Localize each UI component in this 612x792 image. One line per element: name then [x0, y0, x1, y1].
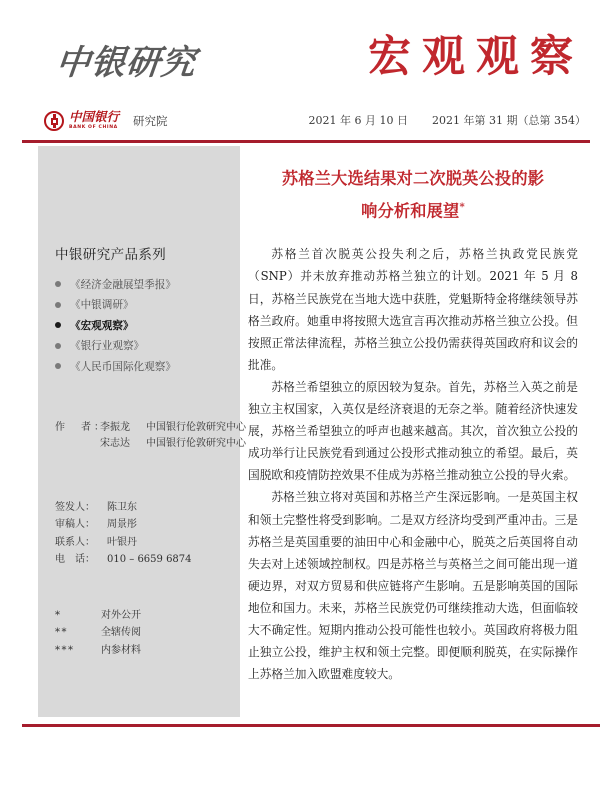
bullet-icon: [55, 322, 61, 328]
article-paragraph: 苏格兰希望独立的原因较为复杂。首先，苏格兰入英之前是独立主权国家，入英仅是经济衰退的无奈之举。随着经济快速发展，苏格兰希望独立的呼声也越来越高。其次，首次独立公投的成功举行让民族党看到通过公投形式推动独立的希望。最后，英国脱欧和疫情防控效果不佳成为苏格兰推动独立公投的导火索。: [248, 379, 578, 483]
page-title: [248, 164, 578, 225]
meta-value: 陈卫东: [107, 501, 137, 513]
author-row: [55, 420, 246, 437]
article-paragraph: 苏格兰独立将对英国和苏格兰产生深远影响。一是英国主权和领土完整性将受到影响。二是双方经济均受到严重冲击。三是苏格兰是英国重要的油田中心和金融中心，脱英之后英国将自动失去对上述领域控制权。四是苏格兰与英格兰之间可能出现一道硬边界，对双方贸易和供应链将产生影响。五是影响英国的国际地位和国力。未来，苏格兰民族党仍可继续推动大选，但面临较大不确定性。短期内推动公投可能性也较小。英国政府将极力阻止独立公投，维护主权和领土完整。即便顺利脱英，在实际操作上苏格兰加入欧盟难度较大。: [248, 490, 578, 682]
meta-value: 叶银丹: [107, 536, 137, 548]
series-item-label: 《银行业观察》: [70, 340, 145, 353]
authors-block: [55, 420, 246, 453]
masthead: [0, 0, 612, 142]
note-row-restricted: [55, 642, 232, 660]
meta-block: [55, 499, 232, 569]
sidebar-panel: [38, 146, 246, 717]
bullet-icon: [55, 302, 61, 308]
author-name: 宋志达: [100, 438, 130, 449]
sidebar-item-survey[interactable]: [55, 295, 232, 316]
bullet-icon: [55, 281, 61, 287]
meta-row-issuer: [55, 499, 232, 517]
author-name: 李振龙: [100, 421, 130, 433]
sidebar-item-quarterly[interactable]: [55, 274, 232, 295]
boc-emblem-icon: [44, 111, 64, 131]
author-key-spacer: [55, 436, 100, 453]
meta-value: 010 – 6659 6874: [107, 554, 192, 565]
bullet-icon: [55, 343, 61, 349]
brand-script-logo: 中银研究: [53, 43, 199, 83]
sidebar-item-rmb-observation[interactable]: [55, 356, 232, 377]
article-title-line-1: 苏格兰大选结果对二次脱英公投的影: [281, 169, 545, 188]
meta-value: 周景彤: [107, 519, 137, 530]
article-title-line-2-text: 响分析和展望: [361, 201, 460, 221]
issue-number: 2021 年第 31 期（总第 354）: [432, 114, 586, 127]
article-title-line-2: [248, 193, 578, 225]
series-heading: 中银研究产品系列: [55, 247, 167, 263]
meta-key: 审稿人：: [55, 519, 95, 530]
bank-name-en: BANK OF CHINA: [69, 124, 118, 130]
meta-key: 电 话：: [55, 554, 95, 565]
bullet-icon: [55, 363, 61, 369]
note-text: 内参材料: [101, 644, 141, 656]
meta-key: 联系人：: [55, 536, 95, 548]
footer-thin-rule: [248, 726, 593, 727]
article-paragraph: 苏格兰首次脱英公投失利之后，苏格兰执政党民族党（SNP）并未放弃推动苏格兰独立的计划。2021 年 5 月 8 日，苏格兰民族党在当地大选中获胜，党魁斯特金将继续领导苏格兰政府。她重申将按照大选宣言再次推动苏格兰独立公投。但按照正常法律流程，苏格兰独立公投仍需获得英国政府和议会的批准。: [248, 247, 578, 372]
article-body: [248, 243, 578, 685]
note-row-public: [55, 607, 232, 625]
note-text: 对外公开: [101, 609, 141, 621]
main-content: [248, 146, 578, 685]
author-org: 中国银行伦敦研究中心: [146, 438, 246, 449]
bank-name-cn: 中国银行: [69, 109, 120, 125]
series-item-label: 《宏观观察》: [70, 319, 134, 332]
note-stars: **: [55, 627, 68, 638]
institute-label: 研究院: [133, 114, 168, 128]
meta-key: 签发人：: [55, 501, 95, 513]
header-divider-rule: [22, 140, 590, 143]
footnote-star: *: [459, 202, 465, 213]
author-row: [55, 436, 246, 453]
authors-label: 作 者：: [55, 421, 107, 433]
series-item-label: 《中银调研》: [70, 299, 134, 312]
meta-row-reviewer: [55, 516, 232, 534]
series-item-label: 《经济金融展望季报》: [70, 278, 176, 291]
distribution-notes: [55, 607, 232, 660]
sidebar-item-macro-observation[interactable]: [55, 315, 232, 336]
boc-wordmark: [69, 111, 119, 130]
series-list: [55, 274, 232, 377]
note-text: 全辖传阅: [101, 627, 141, 638]
series-item-label: 《人民币国际化观察》: [70, 360, 176, 373]
bank-of-china-logo: [44, 108, 168, 134]
note-row-internal-circulation: [55, 624, 232, 642]
journal-title: 宏观观察: [368, 32, 584, 82]
issue-date: 2021 年 6 月 10 日: [308, 114, 409, 127]
sidebar-item-banking-observation[interactable]: [55, 336, 232, 357]
note-stars: *: [55, 609, 62, 621]
note-stars: ***: [55, 644, 75, 656]
meta-row-contact: [55, 534, 232, 552]
issue-line: [309, 112, 586, 128]
meta-row-phone: [55, 551, 232, 569]
author-org: 中国银行伦敦研究中心: [146, 421, 246, 433]
